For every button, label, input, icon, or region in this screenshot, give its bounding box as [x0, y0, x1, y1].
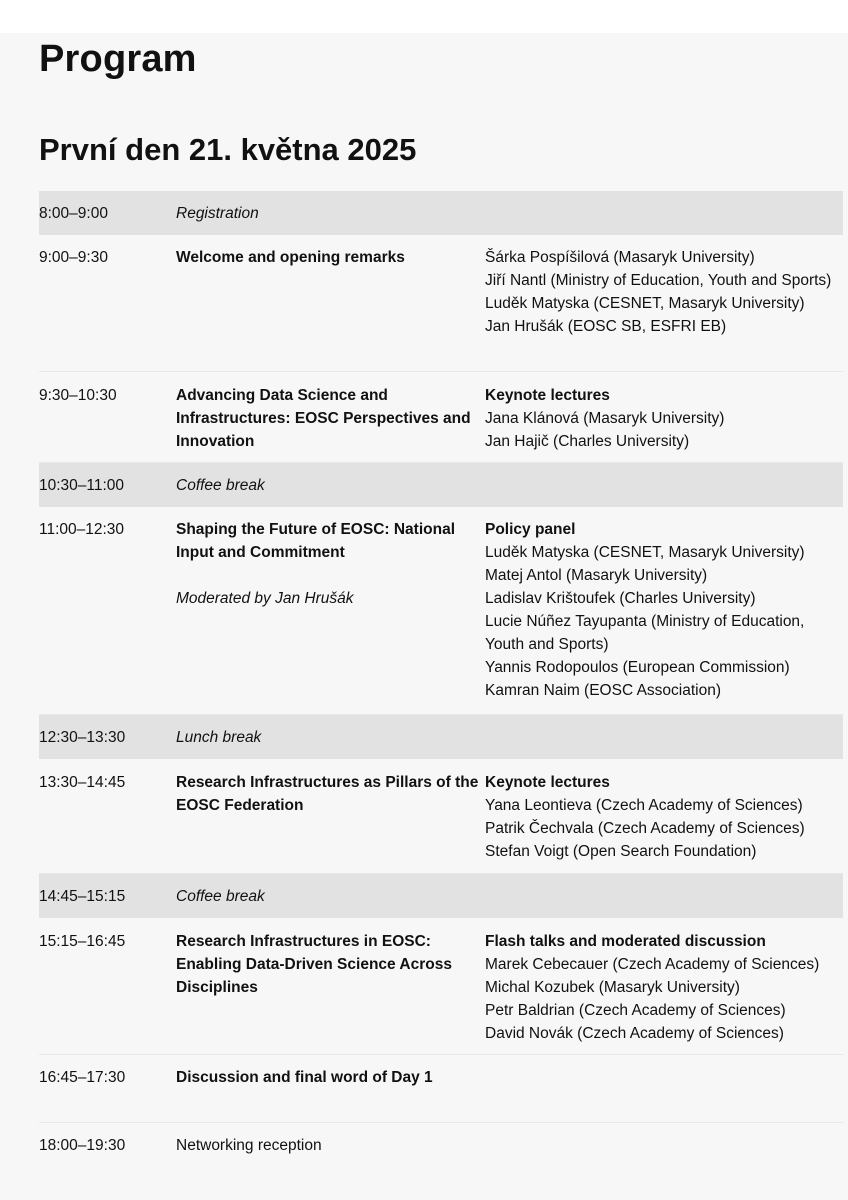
- speaker: Lucie Núñez Tayupanta (Ministry of Education, Youth and Sports): [485, 613, 805, 653]
- speakers-cell: [485, 726, 843, 759]
- session-title: Coffee break: [176, 888, 265, 905]
- session-title: Shaping the Future of EOSC: National Input and Commitment: [176, 521, 455, 561]
- page: [0, 33, 848, 1200]
- session-title: Lunch break: [176, 729, 262, 746]
- session-title: Advancing Data Science and Infrastructures: EOSC Perspectives and Innovation: [176, 387, 471, 450]
- schedule-row: [39, 507, 843, 715]
- schedule-row: [39, 759, 843, 874]
- speakers-cell: [485, 518, 843, 714]
- time-cell: 8:00–9:00: [39, 205, 108, 222]
- session-title: Registration: [176, 205, 259, 222]
- session-title: Coffee break: [176, 477, 265, 494]
- speaker-heading: Flash talks and moderated discussion: [485, 933, 766, 950]
- time-cell: 15:15–16:45: [39, 933, 126, 950]
- schedule-table: [39, 191, 843, 1167]
- time-cell: 14:45–15:15: [39, 888, 126, 905]
- schedule-row: [39, 1055, 843, 1123]
- speaker: Jiří Nantl (Ministry of Education, Youth and Sports): [485, 272, 832, 289]
- speaker: Petr Baldrian (Czech Academy of Sciences): [485, 1002, 786, 1019]
- speakers-cell: [485, 930, 843, 1054]
- speakers-cell: [485, 384, 843, 462]
- session-title: Welcome and opening remarks: [176, 249, 405, 266]
- speaker: Yana Leontieva (Czech Academy of Sciences): [485, 797, 803, 814]
- moderator: Moderated by Jan Hrušák: [176, 590, 354, 607]
- speaker: Ladislav Krištoufek (Charles University): [485, 590, 756, 607]
- session-title: Research Infrastructures in EOSC: Enabling Data-Driven Science Across Disciplines: [176, 933, 452, 996]
- speaker: Patrik Čechvala (Czech Academy of Sciences): [485, 820, 805, 837]
- speaker: Luděk Matyska (CESNET, Masaryk University): [485, 544, 805, 561]
- speaker: Michal Kozubek (Masaryk University): [485, 979, 740, 996]
- session-title-cell: [176, 518, 485, 714]
- speakers-cell: [485, 246, 843, 371]
- speaker: Marek Cebecauer (Czech Academy of Sciences): [485, 956, 820, 973]
- speaker: Matej Antol (Masaryk University): [485, 567, 708, 584]
- time-cell: 10:30–11:00: [39, 477, 125, 494]
- day-title: První den 21. května 2025: [39, 132, 417, 167]
- speakers-cell: [485, 474, 843, 507]
- speaker: David Novák (Czech Academy of Sciences): [485, 1025, 784, 1042]
- time-cell: 9:00–9:30: [39, 249, 108, 266]
- schedule-row-break: [39, 191, 843, 235]
- speaker-heading: Policy panel: [485, 521, 576, 538]
- speaker: Luděk Matyska (CESNET, Masaryk University): [485, 295, 805, 312]
- time-cell: 12:30–13:30: [39, 729, 126, 746]
- schedule-row-break: [39, 715, 843, 759]
- speaker: Kamran Naim (EOSC Association): [485, 682, 722, 699]
- schedule-row: [39, 918, 843, 1055]
- speaker: Stefan Voigt (Open Search Foundation): [485, 843, 757, 860]
- speakers-cell: [485, 1066, 843, 1122]
- speaker: Jan Hrušák (EOSC SB, ESFRI EB): [485, 318, 727, 335]
- schedule-row-break: [39, 874, 843, 918]
- speakers-cell: [485, 1134, 843, 1167]
- schedule-row: [39, 235, 843, 372]
- time-cell: 16:45–17:30: [39, 1069, 126, 1086]
- time-cell: 13:30–14:45: [39, 774, 126, 791]
- schedule-row-break: [39, 463, 843, 507]
- session-title: Research Infrastructures as Pillars of the EOSC Federation: [176, 774, 479, 814]
- speaker: Jana Klánová (Masaryk University): [485, 410, 725, 427]
- page-title: Program: [39, 38, 197, 80]
- speaker-heading: Keynote lectures: [485, 387, 610, 404]
- time-cell: 9:30–10:30: [39, 387, 117, 404]
- schedule-row: [39, 372, 843, 463]
- speakers-cell: [485, 771, 843, 873]
- session-title: Discussion and final word of Day 1: [176, 1069, 433, 1086]
- time-cell: 18:00–19:30: [39, 1137, 126, 1154]
- speaker-heading: Keynote lectures: [485, 774, 610, 791]
- time-cell: 11:00–12:30: [39, 521, 125, 538]
- speaker: Jan Hajič (Charles University): [485, 433, 690, 450]
- schedule-row: [39, 1123, 843, 1167]
- session-title: Networking reception: [176, 1137, 322, 1154]
- speakers-cell: [485, 885, 843, 918]
- speakers-cell: [485, 202, 843, 235]
- speaker: Šárka Pospíšilová (Masaryk University): [485, 249, 755, 266]
- speaker: Yannis Rodopoulos (European Commission): [485, 659, 790, 676]
